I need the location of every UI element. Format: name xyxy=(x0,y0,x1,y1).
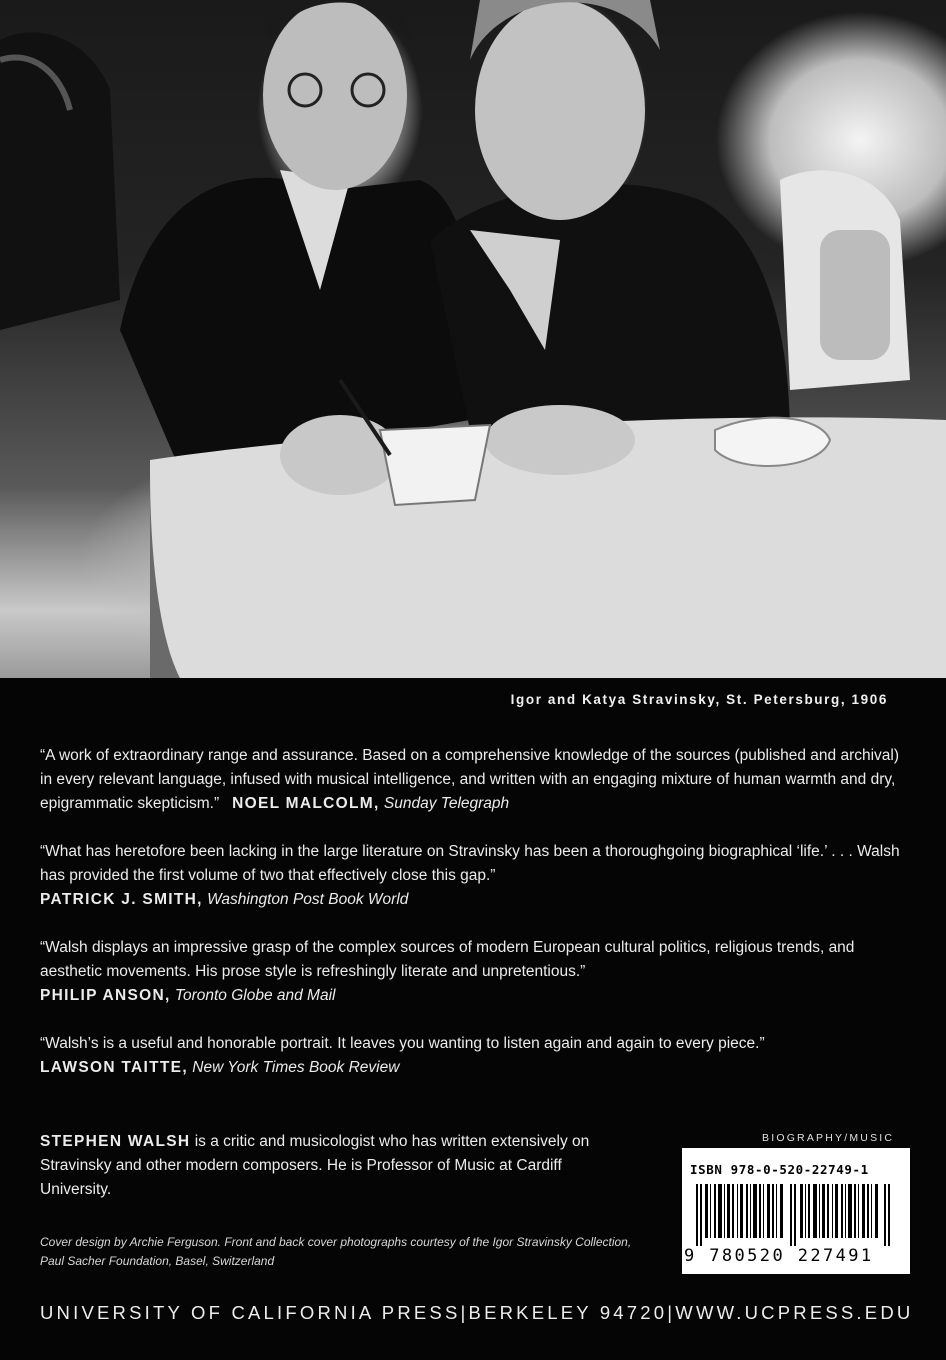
author-bio xyxy=(40,1130,600,1202)
photo-caption: Igor and Katya Stravinsky, St. Petersburg, 1906 xyxy=(510,692,888,707)
publisher-website: WWW.UCPRESS.EDU xyxy=(675,1302,914,1323)
reviewer-name: PHILIP ANSON, xyxy=(40,987,171,1004)
publication-name: Sunday Telegraph xyxy=(383,795,510,812)
quote-text: “What has heretofore been lacking in the large literature on Stravinsky has been a thoroughgoing biographical ‘life.’ . . . Walsh has provided the first volume of two that effectively close this gap.” xyxy=(40,843,900,884)
review-quote-malcolm xyxy=(40,744,910,816)
publisher-footer xyxy=(40,1302,914,1324)
footer-separator: | xyxy=(460,1302,469,1323)
review-quote-anson xyxy=(40,936,910,1008)
quote-text: “Walsh displays an impressive grasp of the complex sources of modern European cultural politics, religious trends, and aesthetic movements. His prose style is refreshingly literate and unpretentious.” xyxy=(40,939,855,980)
isbn-number: ISBN 978-0-520-22749-1 xyxy=(690,1162,869,1177)
quote-text: “Walsh’s is a useful and honorable portrait. It leaves you wanting to listen again and again to every piece.” xyxy=(40,1035,765,1052)
author-name: STEPHEN WALSH xyxy=(40,1133,191,1150)
publisher-name: UNIVERSITY OF CALIFORNIA PRESS xyxy=(40,1302,461,1323)
cover-credits: Cover design by Archie Ferguson. Front and back cover photographs courtesy of the Igor Stravinsky Collection, Paul Sacher Foundation, Basel, Switzerland xyxy=(40,1235,632,1268)
book-category: BIOGRAPHY/MUSIC xyxy=(762,1132,895,1144)
review-quote-taitte xyxy=(40,1032,910,1080)
reviewer-name: NOEL MALCOLM, xyxy=(232,795,380,812)
reviewer-name: LAWSON TAITTE, xyxy=(40,1059,188,1076)
publication-name: Toronto Globe and Mail xyxy=(174,987,336,1004)
quote-text: “A work of extraordinary range and assurance. Based on a comprehensive knowledge of the sources (published and archival) in every relevant language, infused with musical intelligence, and written with an engaging mixture of human warmth and dry, epigrammatic skepticism.” xyxy=(40,747,900,812)
author-bio-text: is a critic and musicologist who has written extensively on Stravinsky and other modern composers. He is Professor of Music at Cardiff University. xyxy=(40,1133,590,1198)
review-quote-smith xyxy=(40,840,910,912)
barcode-digits: 9 780520 227491 xyxy=(684,1246,874,1266)
isbn-barcode xyxy=(682,1148,910,1274)
reviewer-name: PATRICK J. SMITH, xyxy=(40,891,203,908)
photo-illustration xyxy=(0,0,946,678)
cover-photo xyxy=(0,0,946,678)
review-quotes xyxy=(40,744,910,1104)
publication-name: Washington Post Book World xyxy=(207,891,409,908)
footer-separator: | xyxy=(667,1302,676,1323)
barcode-icon xyxy=(696,1184,896,1246)
publisher-location: BERKELEY 94720 xyxy=(468,1302,668,1323)
publication-name: New York Times Book Review xyxy=(192,1059,400,1076)
